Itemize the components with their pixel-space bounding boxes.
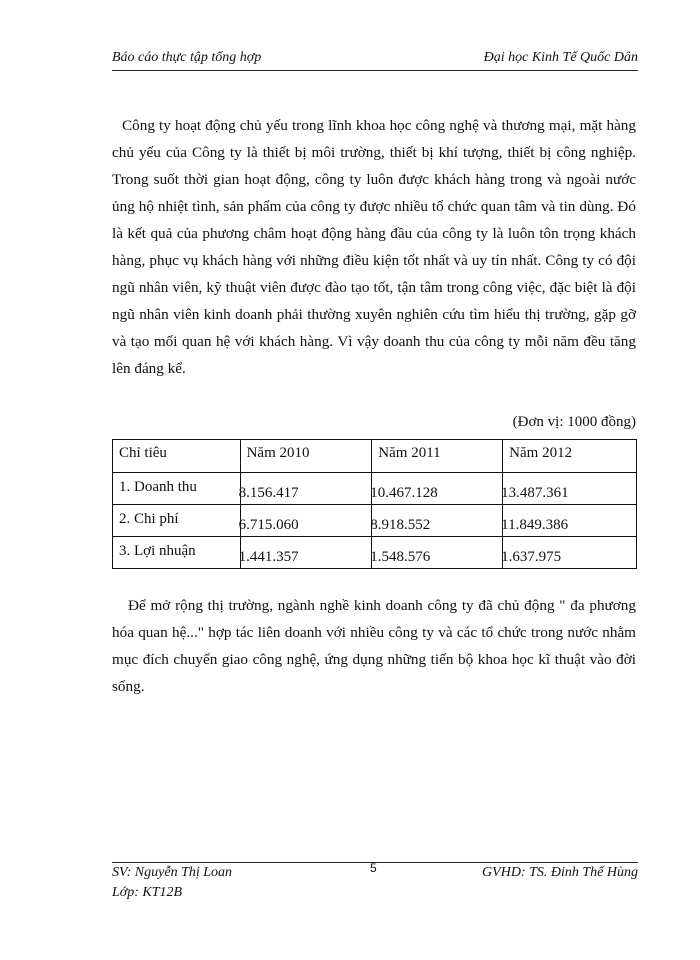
table-unit-note: (Đơn vị: 1000 đồng) <box>512 414 636 430</box>
table-cell <box>240 505 372 537</box>
footer-student-name: SV: Nguyễn Thị Loan <box>112 865 233 880</box>
table-cell <box>372 473 503 505</box>
page-header <box>112 48 638 71</box>
body-paragraph-1: Công ty hoạt động chủ yếu trong lĩnh khoa học công nghệ và thương mại, mặt hàng chủ yếu của Công ty là thiết bị môi trường, thiết bị khí tượng, thiết bị công nghiệp. Trong suốt thời gian hoạt động, công ty luôn được khách hàng trong và ngoài nước ủng hộ nhiệt tình, sản phẩm của công ty được nhiều tổ chức quan tâm và tin dùng. Đó là kết quả của phương châm hoạt động hàng đầu của công ty là luôn tôn trọng khách hàng, phục vụ khách hàng với những điều kiện tốt nhất và uy tín nhất. Công ty có đội ngũ nhân viên, kỹ thuật viên được đào tạo tốt, tận tâm trong công việc, đặc biệt là đội ngũ nhân viên kinh doanh phải thường xuyên nghiên cứu tìm hiểu thị trường, gặp gỡ và tạo mối quan hệ với khách hàng. Vì vậy doanh thu của công ty mỗi năm đều tăng lên đáng kể. <box>112 117 636 377</box>
row-label-revenue: 1. Doanh thu <box>119 479 197 495</box>
table-cell <box>113 505 241 537</box>
table-row <box>113 505 637 537</box>
header-university: Đại học Kinh Tế Quốc Dân <box>483 50 638 65</box>
financial-table <box>112 439 637 569</box>
profit-2010: 1.441.357 <box>238 549 299 565</box>
table-header-cell <box>503 440 637 473</box>
table-header-row <box>113 440 637 473</box>
cost-2010: 6.715.060 <box>238 517 299 533</box>
revenue-2011: 10.467.128 <box>370 485 438 501</box>
table-row <box>113 473 637 505</box>
header-label-2010: Năm 2010 <box>246 445 310 461</box>
table-header-cell <box>372 440 503 473</box>
header-report-title: Báo cáo thực tập tổng hợp <box>112 50 262 65</box>
body-paragraph-2: Để mở rộng thị trường, ngành nghề kinh doanh công ty đã chủ động " đa phương hóa quan hệ..." hợp tác liên doanh với nhiều công ty và các tổ chức trong nước nhằm mục đích chuyển giao công nghệ, ứng dụng những tiến bộ khoa học kĩ thuật vào đời sống. <box>112 597 636 695</box>
table-cell <box>240 473 372 505</box>
cost-2012: 11.849.386 <box>501 517 569 533</box>
table-cell <box>113 537 241 569</box>
table-cell <box>503 537 637 569</box>
table-cell <box>240 537 372 569</box>
page-footer <box>112 862 638 923</box>
profit-2012: 1.637.975 <box>501 549 562 565</box>
profit-2011: 1.548.576 <box>370 549 431 565</box>
cost-2011: 8.918.552 <box>370 517 431 533</box>
revenue-2012: 13.487.361 <box>501 485 569 501</box>
table-cell <box>113 473 241 505</box>
table-cell <box>503 505 637 537</box>
table-row <box>113 537 637 569</box>
table-cell <box>372 537 503 569</box>
table-header-cell <box>113 440 241 473</box>
table-cell <box>503 473 637 505</box>
header-label-2011: Năm 2011 <box>378 445 441 461</box>
revenue-2010: 8.156.417 <box>238 485 299 501</box>
footer-advisor: GVHD: TS. Đinh Thế Hùng <box>482 865 638 880</box>
header-label-indicator: Chỉ tiêu <box>119 445 167 461</box>
row-label-cost: 2. Chi phí <box>119 511 179 527</box>
header-label-2012: Năm 2012 <box>509 445 573 461</box>
page-number: 5 <box>370 861 377 875</box>
footer-class: Lớp: KT12B <box>112 885 183 900</box>
table-cell <box>372 505 503 537</box>
row-label-profit: 3. Lợi nhuận <box>119 543 196 559</box>
table-header-cell <box>240 440 372 473</box>
